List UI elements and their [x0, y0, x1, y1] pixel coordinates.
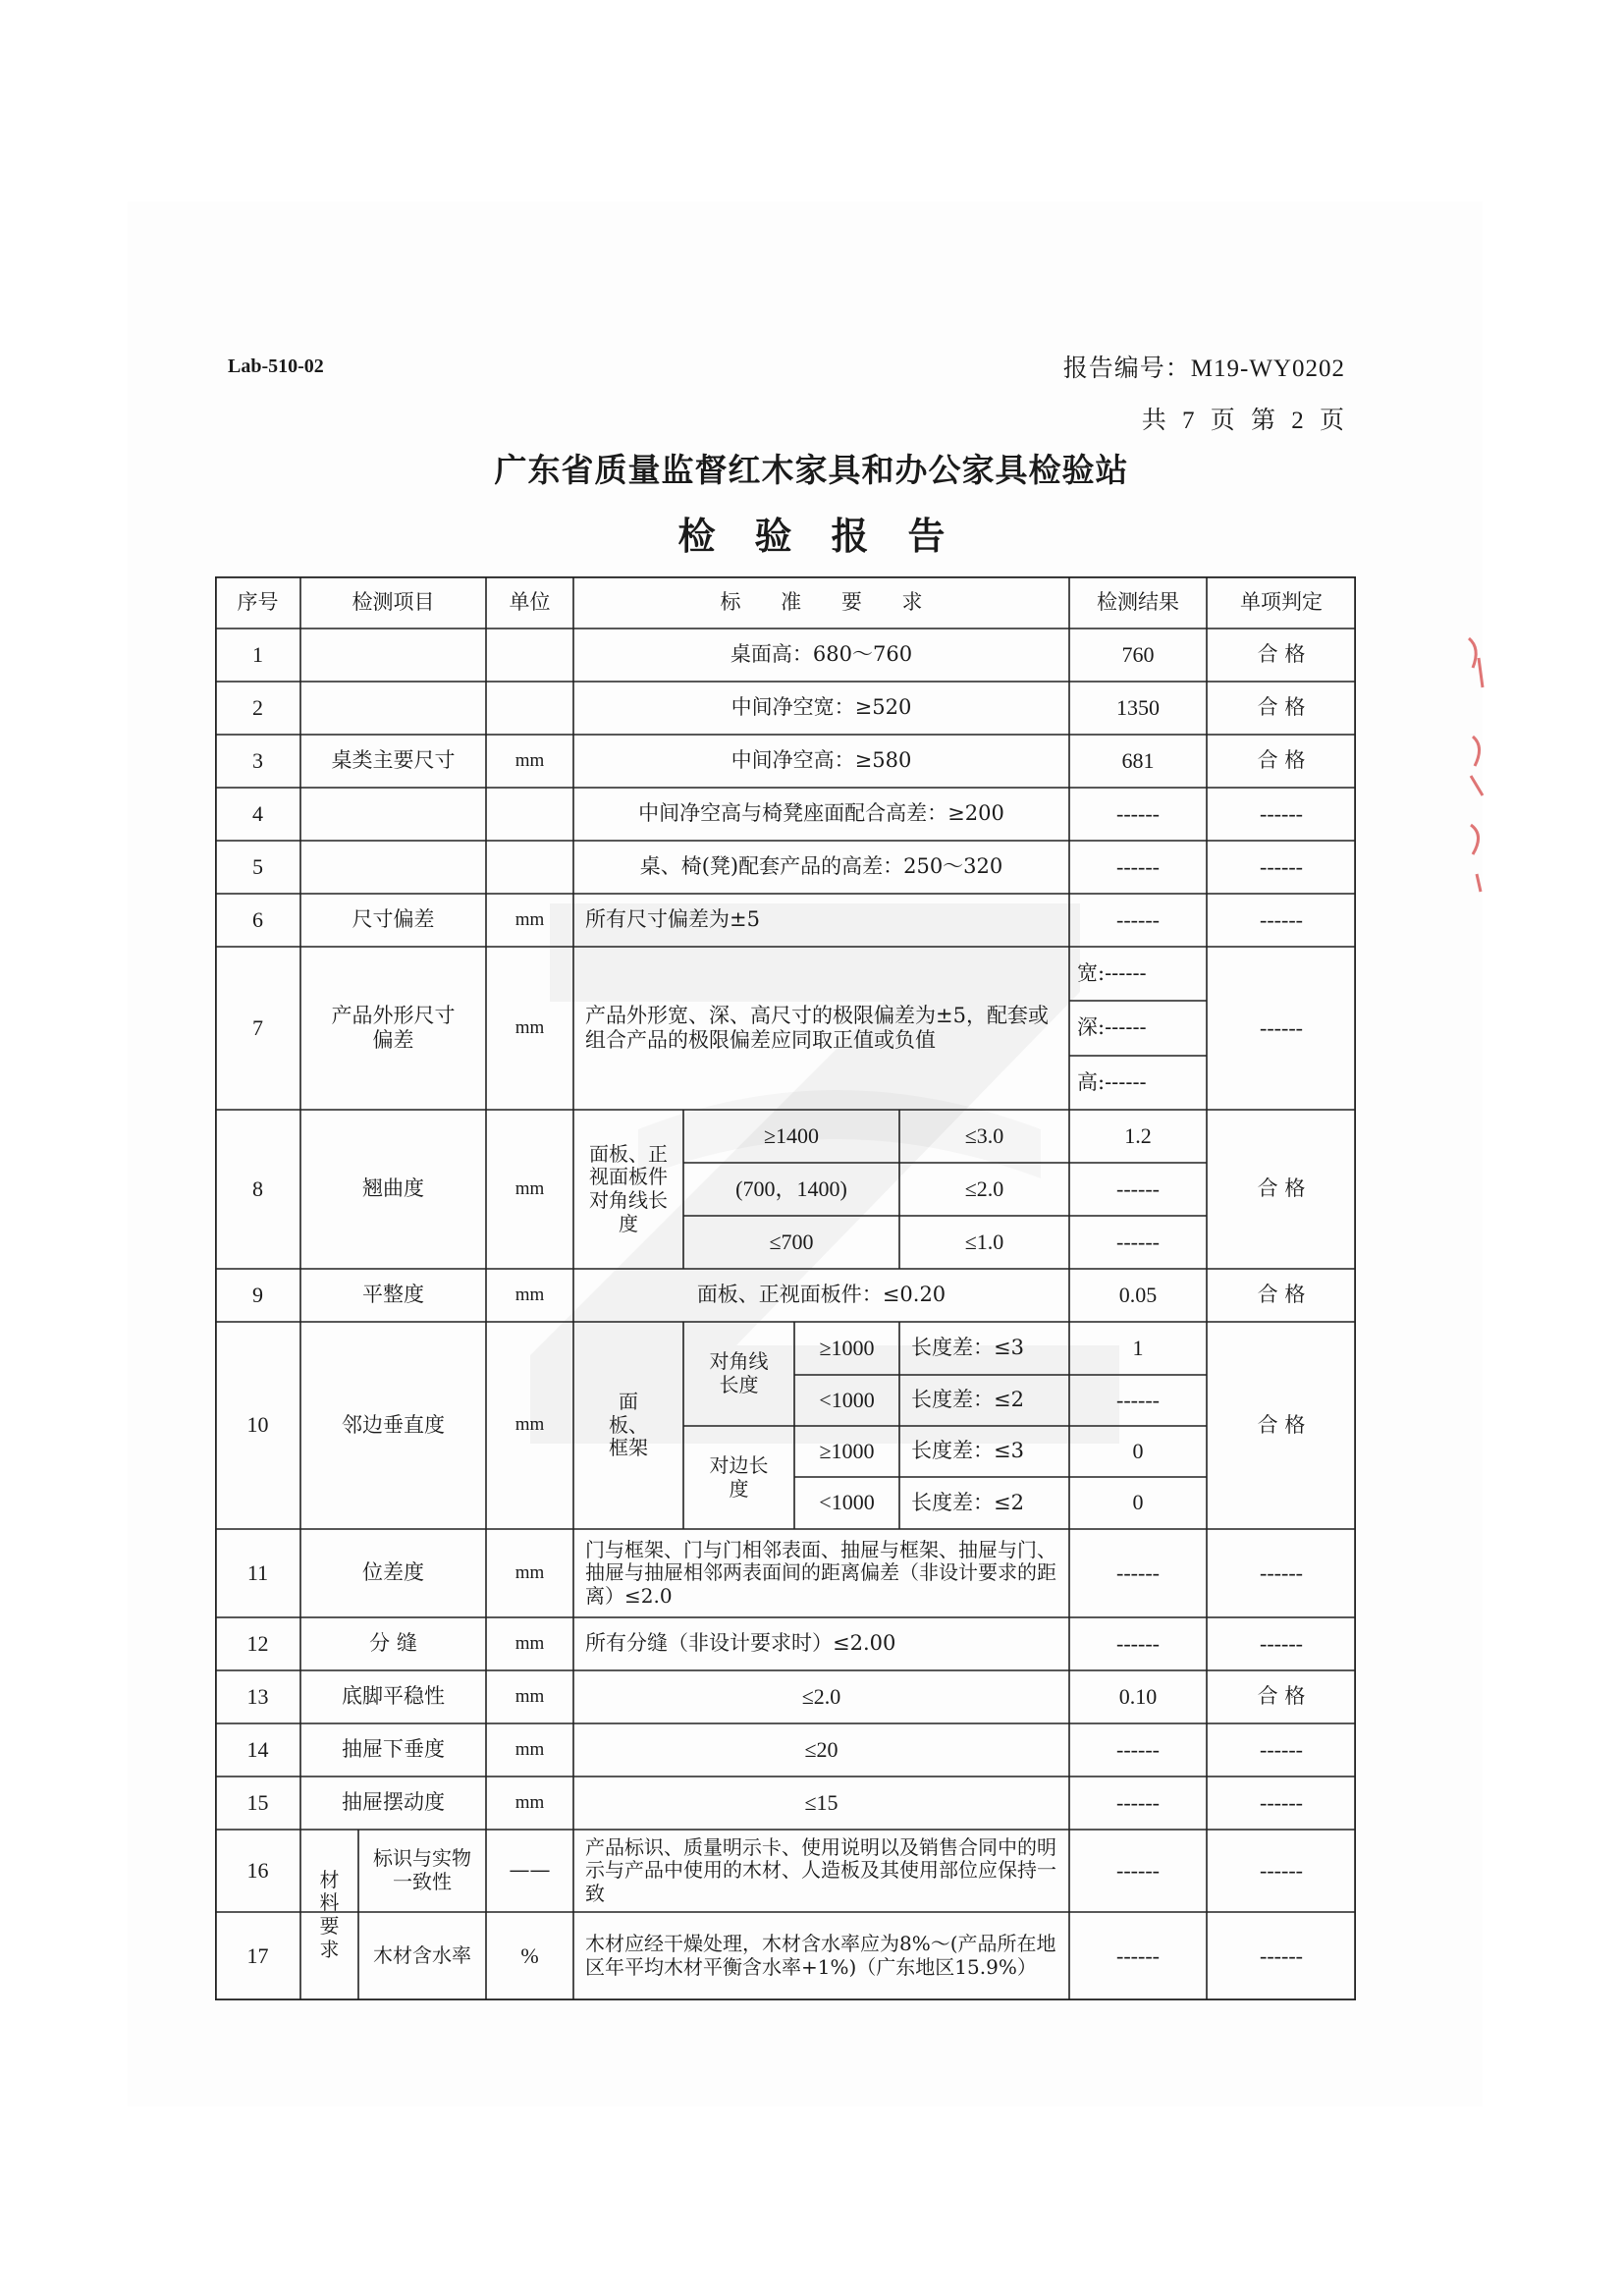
row-8-limit-2: ≤2.0	[964, 1175, 1004, 1201]
row-15-standard: ≤15	[804, 1789, 839, 1815]
row-8-limit-3: ≤1.0	[964, 1229, 1004, 1254]
row-10-result-2: ------	[1116, 1387, 1160, 1412]
row-9-unit: mm	[514, 1284, 545, 1305]
row-15-no: 15	[246, 1789, 269, 1815]
row-17-item: 木材含水率	[373, 1943, 471, 1968]
row-6-standard: 所有尺寸偏差为±5	[585, 907, 760, 932]
row-13-verdict: 合 格	[1257, 1684, 1306, 1709]
row-17-verdict: ------	[1260, 1942, 1303, 1968]
row-12-verdict: ------	[1260, 1630, 1303, 1656]
row-17-standard: 木材应经干燥处理，木材含水率应为8%～(产品所在地区年平均木材平衡含水率+1%)（广东地区15.9%）	[585, 1932, 1056, 1979]
row-3-result: 681	[1121, 747, 1155, 773]
header-no: 序号	[237, 589, 279, 614]
row-15-verdict: ------	[1260, 1789, 1303, 1815]
row-12-no: 12	[246, 1630, 269, 1656]
row-8-range-2: (700，1400)	[735, 1175, 847, 1201]
row-7-result-width: 宽:------	[1077, 960, 1147, 985]
row-8-range-3: ≤700	[769, 1229, 814, 1254]
row-11-item: 位差度	[362, 1560, 424, 1585]
row-6-item: 尺寸偏差	[352, 907, 435, 932]
row-11-no: 11	[246, 1559, 269, 1585]
row-2-no: 2	[252, 694, 263, 720]
header-unit: 单位	[509, 589, 551, 614]
group-table-dimensions: 桌类主要尺寸	[331, 748, 456, 773]
row-7-standard: 产品外形宽、深、高尺寸的极限偏差为±5，配套或组合产品的极限偏差应同取正值或负值	[585, 1003, 1049, 1052]
row-10-object: 面板、框架	[609, 1390, 648, 1460]
row-2-verdict: 合 格	[1257, 695, 1306, 720]
page-info: 共 7 页 第 2 页	[1141, 408, 1345, 434]
row-1-standard: 桌面高：680～760	[730, 642, 913, 667]
row-3-standard: 中间净空高：≥580	[730, 748, 912, 773]
row-16-verdict: ------	[1260, 1857, 1303, 1883]
row-3-verdict: 合 格	[1257, 748, 1306, 773]
row-10-verdict: 合 格	[1257, 1412, 1306, 1437]
organization-title: 广东省质量监督红木家具和办公家具检验站	[494, 451, 1129, 489]
row-10-diagonal-label: 对角线长度	[709, 1349, 769, 1396]
row-10-limit-4: 长度差：≤2	[911, 1490, 1024, 1514]
header-item: 检测项目	[352, 589, 435, 614]
document-title: 检验报告	[677, 515, 985, 558]
row-5-result: ------	[1116, 853, 1160, 879]
report-number: 报告编号：M19-WY0202	[1062, 355, 1345, 382]
row-7-unit: mm	[514, 1016, 545, 1038]
row-10-limit-2: 长度差：≤2	[911, 1388, 1024, 1412]
row-16-standard: 产品标识、质量明示卡、使用说明以及销售合同中的明示与产品中使用的木材、人造板及其使用部位应保持一致	[585, 1834, 1056, 1905]
row-9-result: 0.05	[1118, 1282, 1158, 1307]
row-14-result: ------	[1116, 1736, 1160, 1762]
row-4-verdict: ------	[1260, 800, 1303, 826]
row-1-result: 760	[1121, 641, 1155, 667]
row-11-unit: mm	[514, 1561, 545, 1583]
row-10-no: 10	[246, 1412, 269, 1438]
row-10-range-4: <1000	[819, 1490, 875, 1515]
row-6-unit: mm	[514, 908, 545, 930]
row-16-no: 16	[246, 1857, 269, 1883]
row-5-standard: 桌、椅(凳)配套产品的高差：250～320	[639, 854, 1003, 879]
row-10-result-1: 1	[1132, 1335, 1144, 1360]
row-11-result: ------	[1116, 1559, 1160, 1585]
row-10-unit: mm	[514, 1414, 545, 1436]
row-8-no: 8	[252, 1175, 263, 1201]
row-17-no: 17	[246, 1942, 269, 1968]
row-12-item: 分 缝	[369, 1631, 417, 1656]
row-8-result-2: ------	[1116, 1175, 1160, 1201]
row-7-result-depth: 深:------	[1077, 1015, 1147, 1040]
row-14-no: 14	[246, 1736, 269, 1762]
row-13-no: 13	[246, 1683, 269, 1709]
row-12-result: ------	[1116, 1630, 1160, 1656]
row-8-unit: mm	[514, 1177, 545, 1199]
row-17-result: ------	[1116, 1942, 1160, 1968]
row-10-limit-1: 长度差：≤3	[911, 1336, 1024, 1360]
row-16-item: 标识与实物一致性	[373, 1846, 471, 1893]
row-2-result: 1350	[1116, 694, 1160, 720]
row-10-result-3: 0	[1132, 1438, 1144, 1463]
row-13-unit: mm	[514, 1685, 545, 1707]
row-10-range-3: ≥1000	[819, 1438, 875, 1463]
row-7-item: 产品外形尺寸偏差	[331, 1003, 456, 1052]
row-9-standard: 面板、正视面板件：≤0.20	[696, 1283, 947, 1307]
row-7-no: 7	[252, 1014, 263, 1040]
row-14-item: 抽屉下垂度	[342, 1737, 445, 1762]
header-verdict: 单项判定	[1240, 589, 1323, 614]
row-8-item: 翘曲度	[362, 1176, 424, 1201]
row-7-verdict: ------	[1260, 1014, 1303, 1040]
row-6-verdict: ------	[1260, 906, 1303, 932]
row-15-result: ------	[1116, 1789, 1160, 1815]
row-11-standard: 门与框架、门与门相邻表面、抽屉与框架、抽屉与门、抽屉与抽屉相邻两表面间的距离偏差（非设计要求的距离）≤2.0	[585, 1537, 1056, 1608]
row-17-unit: %	[520, 1942, 539, 1968]
row-4-standard: 中间净空高与椅凳座面配合高差：≥200	[638, 801, 1004, 826]
row-9-verdict: 合 格	[1257, 1283, 1306, 1307]
row-13-result: 0.10	[1118, 1683, 1158, 1709]
row-9-no: 9	[252, 1282, 263, 1307]
row-11-verdict: ------	[1260, 1559, 1303, 1585]
row-8-object: 面板、正视面板件对角线长度	[589, 1141, 668, 1235]
group-material: 材料要求	[319, 1867, 340, 1961]
row-8-result-1: 1.2	[1124, 1122, 1152, 1148]
row-10-edge-label: 对边长度	[709, 1452, 769, 1501]
row-2-standard: 中间净空宽：≥520	[730, 695, 912, 720]
row-8-range-1: ≥1400	[763, 1122, 820, 1148]
row-5-no: 5	[252, 853, 263, 879]
row-1-verdict: 合 格	[1257, 642, 1306, 667]
header-result: 检测结果	[1097, 589, 1179, 614]
row-14-verdict: ------	[1260, 1736, 1303, 1762]
red-seal-fragment-icon	[1465, 629, 1489, 894]
row-6-result: ------	[1116, 906, 1160, 932]
row-15-item: 抽屉摆动度	[342, 1790, 445, 1815]
row-12-unit: mm	[514, 1632, 545, 1654]
row-15-unit: mm	[514, 1791, 545, 1813]
row-4-result: ------	[1116, 800, 1160, 826]
row-14-standard: ≤20	[804, 1736, 839, 1762]
lab-code: Lab-510-02	[228, 355, 324, 377]
row-6-no: 6	[252, 906, 263, 932]
row-10-range-2: <1000	[819, 1387, 875, 1412]
row-16-result: ------	[1116, 1857, 1160, 1883]
row-13-item: 底脚平稳性	[342, 1684, 445, 1709]
row-10-range-1: ≥1000	[819, 1335, 875, 1360]
header-standard: 标 准 要 求	[720, 589, 923, 614]
unit-rows-1-5: mm	[514, 749, 545, 771]
row-8-limit-1: ≤3.0	[964, 1122, 1004, 1148]
row-10-item: 邻边垂直度	[342, 1412, 445, 1437]
row-10-limit-3: 长度差：≤3	[911, 1439, 1024, 1463]
row-4-no: 4	[252, 800, 263, 826]
row-5-verdict: ------	[1260, 853, 1303, 879]
row-8-verdict: 合 格	[1257, 1176, 1306, 1201]
row-7-result-height: 高:------	[1077, 1069, 1147, 1094]
row-16-unit: ——	[509, 1858, 551, 1883]
row-14-unit: mm	[514, 1738, 545, 1760]
row-9-item: 平整度	[362, 1283, 424, 1307]
row-3-no: 3	[252, 747, 263, 773]
row-12-standard: 所有分缝（非设计要求时）≤2.00	[585, 1631, 896, 1656]
row-8-result-3: ------	[1116, 1229, 1160, 1254]
row-1-no: 1	[252, 641, 263, 667]
row-10-result-4: 0	[1132, 1490, 1144, 1515]
row-13-standard: ≤2.0	[801, 1683, 841, 1709]
